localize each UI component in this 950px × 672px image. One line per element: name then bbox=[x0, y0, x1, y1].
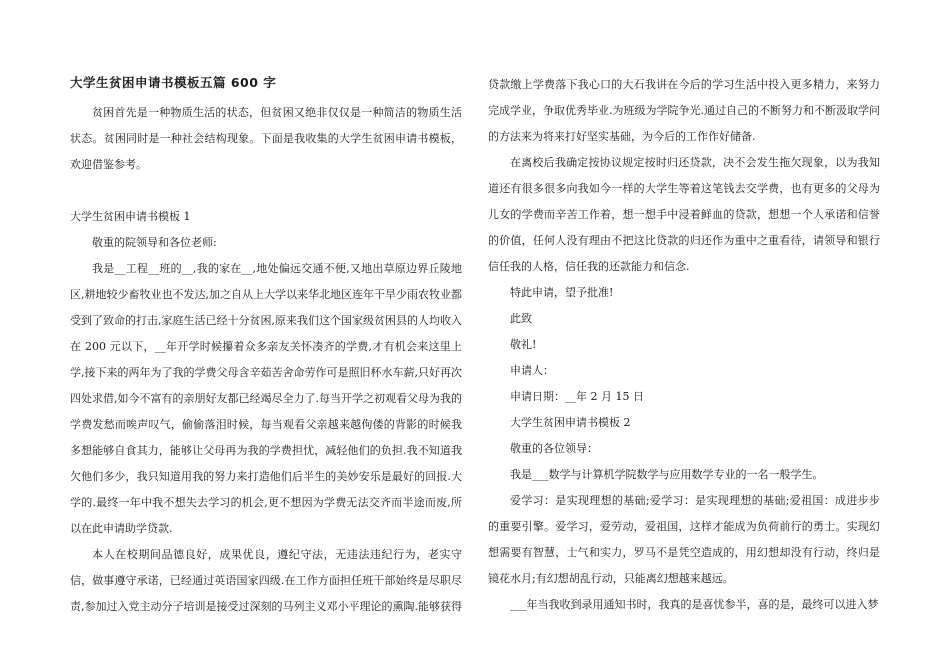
body-paragraph-5: 我是___数学与计算机学院数学与应用数学专业的一名一般学生。 bbox=[510, 468, 824, 481]
template-2-heading: 大学生贫困申请书模板 2 bbox=[510, 416, 631, 429]
left-column bbox=[70, 72, 462, 620]
body-paragraph-2: 本人在校期间品德良好，成果优良，遵纪守法，无违法违纪行为，老实守信，做事遵守承诺，已经通过英语国家四级.在工作方面担任班干部始终是尽职尽责,参加过入党主动分子培训是接受过深刻的马列主义邓小平理论的熏陶.能够获得 bbox=[70, 548, 462, 613]
body-paragraph-6: 爱学习：是实现理想的基础;爱学习：是实现理想的基础;爱祖国：成进步步的重要引擎。爱学习，爱劳动，爱祖国，这样才能成为负荷前行的勇士。实现幻想需要有智慧，士气和实力，罗马不是凭空造成的，用幻想却没有行动，终归是镜花水月;有幻想胡乱行动，只能离幻想越来越远。 bbox=[488, 494, 880, 585]
body-paragraph-1: 我是__工程__班的__,我的家在__,地处偏远交通不便,又地出草原边界丘陵地区,耕地较少畜牧业也不发达,加之自从上大学以来华北地区连年干旱少雨农牧业都受到了致命的打击,家庭生活已经十分贫困,原来我们这个国家级贫困县的人均收入在 200 元以下，__年开学时候攥着众多亲友关怀凑齐的学费,才有机会来这里上学,接下来的两年为了我的学费父母含辛茹苦舍命劳作可是照旧杯水车薪,只好再次四处求借,如今不富有的亲朋好友都已经竭尽全力了.每当开学之初观看父母为我的学费发愁而唉声叹气，偷偷落泪时候，每当观看父亲越来越佝偻的背影的时候我多想能够自食其力，能够让父母再为我的学费担忧，减轻他们的负担.我不知道我欠他们多少，我只知道用我的努力来打造他们后半生的美妙安乐是最好的回报.大学的.最终一年中我不想失去学习的机会,更不想因为学费无法交齐而半途而废,所以在此申请助学贷款. bbox=[70, 262, 462, 535]
document-title: 大学生贫困申请书模板五篇 600 字 bbox=[70, 75, 277, 90]
salutation: 敬重的院领导和各位老师: bbox=[92, 236, 217, 249]
body-paragraph-7: ___年当我收到录用通知书时，我真的是喜忧参半，喜的是，最终可以进入梦 bbox=[510, 598, 879, 611]
closing-jingli: 敬礼! bbox=[510, 338, 537, 351]
spacer bbox=[70, 178, 462, 204]
right-column bbox=[488, 72, 880, 618]
template-1-heading: 大学生贫困申请书模板 1 bbox=[70, 210, 191, 223]
application-date: 申请日期：__年 2 月 15 日 bbox=[510, 390, 644, 403]
intro-paragraph: 贫困首先是一种物质生活的状态，但贫困又绝非仅仅是一种简洁的物质生活状态。贫困同时是一种社会结构现象。下面是我收集的大学生贫困申请书模板，欢迎借鉴参考。 bbox=[70, 106, 462, 171]
salutation-2: 敬重的各位领导： bbox=[510, 442, 598, 455]
closing-cizhi: 此致 bbox=[510, 312, 532, 325]
applicant-line: 申请人： bbox=[510, 364, 554, 377]
body-paragraph-4: 在离校后我确定按协议规定按时归还贷款，决不会发生拖欠现象，以为我知道还有很多很多向我如今一样的大学生等着这笔钱去交学费，也有更多的父母为儿女的学费而辛苦工作着，想一想手中浸着鲜血的贷款，想想一个人承诺和信誉的价值，任何人没有理由不把这比贷款的归还作为重中之重看待，请领导和银行信任我的人格，信任我的还款能力和信念. bbox=[488, 156, 880, 273]
body-paragraph-3: 贷款缴上学费落下我心口的大石我讲在今后的学习生活中投入更多精力，来努力完成学业，争取优秀毕业.为班级为学院争光.通过自己的不断努力和不断汲取学问的方法来为将来打好坚实基础，为今后的工作作好储备. bbox=[488, 78, 880, 143]
closing-request: 特此申请，望予批准! bbox=[510, 286, 614, 299]
